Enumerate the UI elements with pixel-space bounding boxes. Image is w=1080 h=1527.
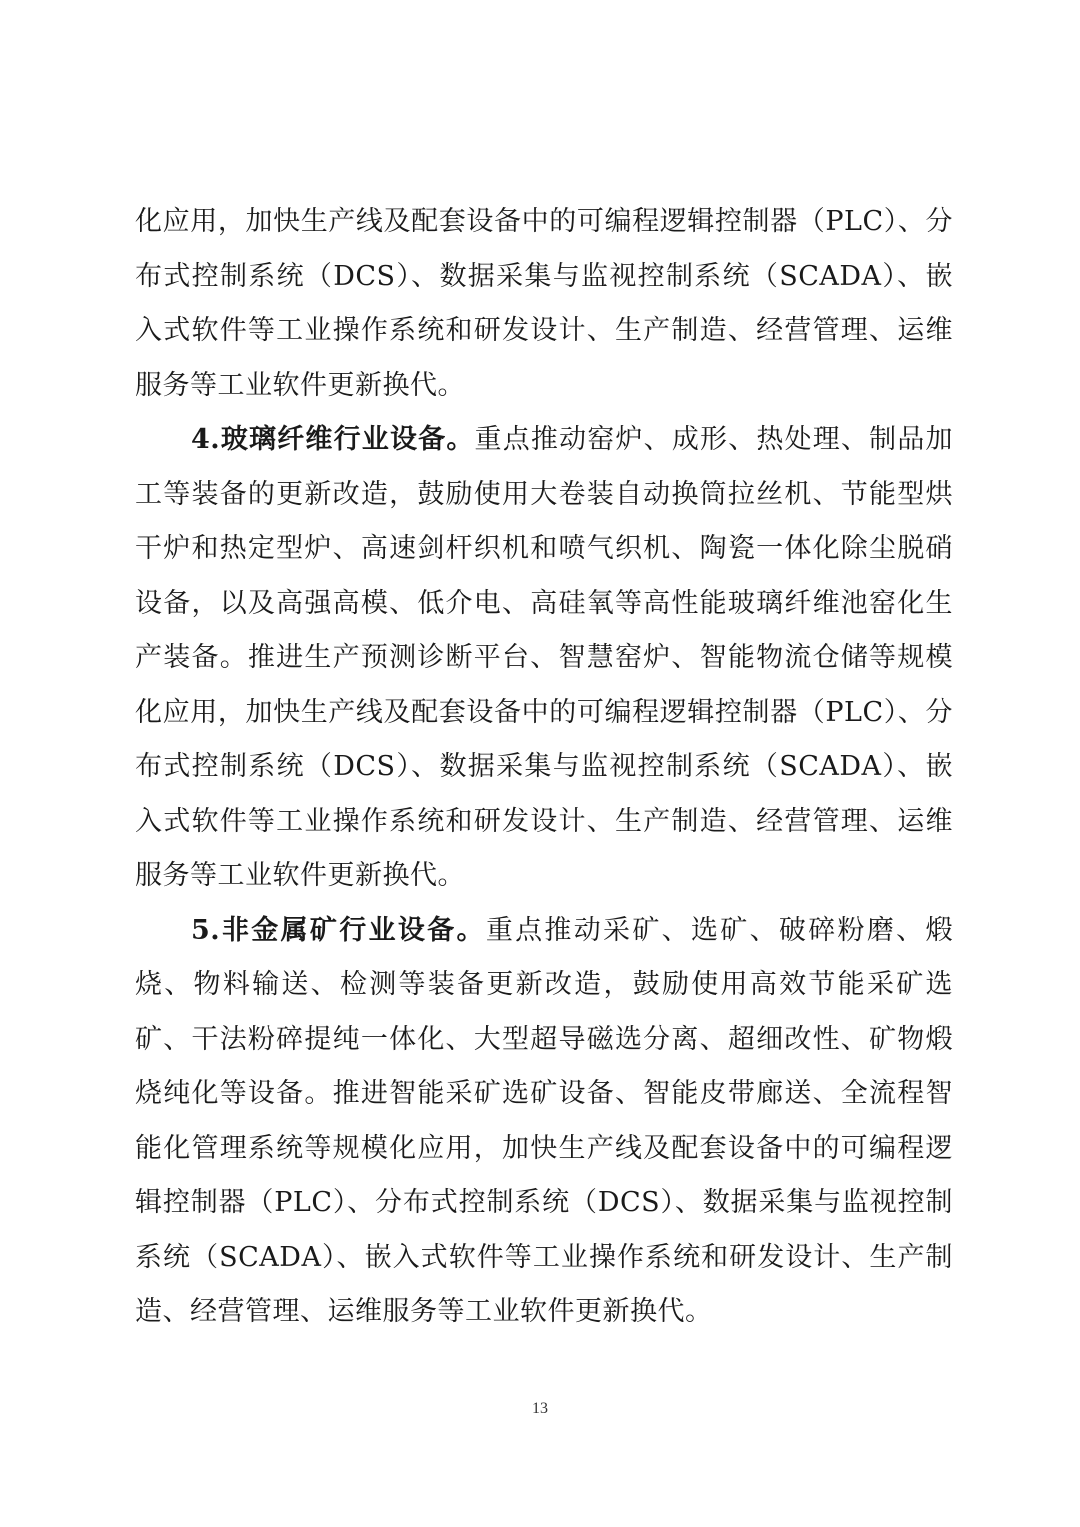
paragraph-continuation (135, 195, 953, 413)
section-heading-nonmetallic-mineral: 5.非金属矿行业设备。 (191, 914, 486, 946)
paragraph-glass-fiber (135, 413, 953, 904)
paragraph-text: 重点推动采矿、选矿、破碎粉磨、煅烧、物料输送、检测等装备更新改造，鼓励使用高效节能采矿选矿、干法粉碎提纯一体化、大型超导磁选分离、超细改性、矿物煅烧纯化等设备。推进智能采矿选矿设备、智能皮带廊送、全流程智能化管理系统等规模化应用，加快生产线及配套设备中的可编程逻辑控制器（PLC）、分布式控制系统（DCS）、数据采集与监视控制系统（SCADA）、嵌入式软件等工业操作系统和研发设计、生产制造、经营管理、运维服务等工业软件更新换代。 (135, 914, 953, 1327)
page-number: 13 (532, 1400, 548, 1417)
section-heading-glass-fiber: 4.玻璃纤维行业设备。 (191, 424, 475, 455)
document-body (135, 195, 953, 1340)
paragraph-text: 重点推动窑炉、成形、热处理、制品加工等装备的更新改造，鼓励使用大卷装自动换筒拉丝机、节能型烘干炉和热定型炉、高速剑杆织机和喷气织机、陶瓷一体化除尘脱硝设备，以及高强高模、低介电、高硅氧等高性能玻璃纤维池窑化生产装备。推进生产预测诊断平台、智慧窑炉、智能物流仓储等规模化应用，加快生产线及配套设备中的可编程逻辑控制器（PLC）、分布式控制系统（DCS）、数据采集与监视控制系统（SCADA）、嵌入式软件等工业操作系统和研发设计、生产制造、经营管理、运维服务等工业软件更新换代。 (135, 424, 954, 891)
paragraph-text: 化应用，加快生产线及配套设备中的可编程逻辑控制器（PLC）、分布式控制系统（DCS）、数据采集与监视控制系统（SCADA）、嵌入式软件等工业操作系统和研发设计、生产制造、经营管理、运维服务等工业软件更新换代。 (135, 206, 953, 401)
paragraph-nonmetallic-mineral (135, 904, 953, 1340)
